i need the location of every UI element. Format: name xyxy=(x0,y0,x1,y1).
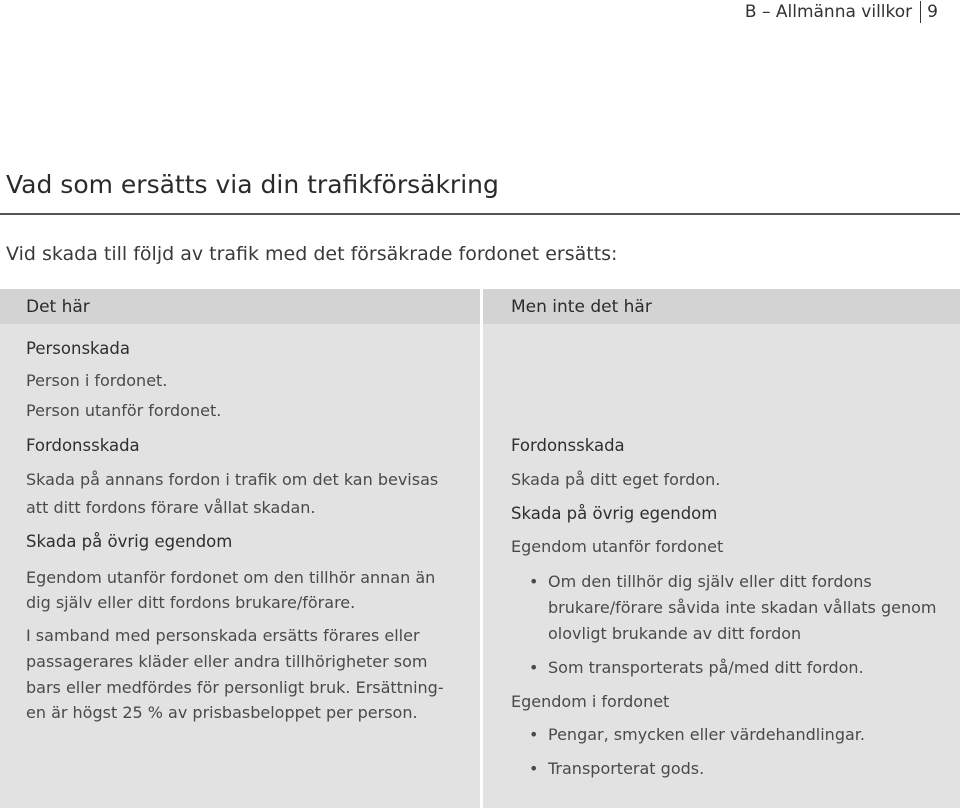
ovrig-egendom-heading: Skada på övrig egendom xyxy=(26,532,233,551)
person-i-fordonet: Person i fordonet. xyxy=(26,371,168,390)
header-divider xyxy=(920,1,921,23)
utanfor-bullet-2: Som transporterats på/med ditt fordon. xyxy=(548,658,864,677)
section-label: B – Allmänna villkor xyxy=(744,2,913,22)
egendom-line-2: dig själv eller ditt fordons brukare/förare. xyxy=(26,593,356,612)
utanfor-bullet-1-line-2: brukare/förare såvida inte skadan vållats genom xyxy=(548,598,937,617)
bullet-marker: • xyxy=(529,759,539,778)
eget-fordon-text: Skada på ditt eget fordon. xyxy=(511,470,721,489)
bullet-marker: • xyxy=(529,572,539,591)
intro-text: Vid skada till följd av trafik med det försäkrade fordonet ersätts: xyxy=(6,243,618,265)
page-number: 9 xyxy=(927,2,938,22)
utanfor-bullet-1-line-3: olovligt brukande av ditt fordon xyxy=(548,624,802,643)
ovrig-egendom-heading-right: Skada på övrig egendom xyxy=(511,504,718,523)
egendom-utanfor-heading: Egendom utanför fordonet xyxy=(511,537,724,556)
samband-line-4: en är högst 25 % av prisbasbeloppet per person. xyxy=(26,703,418,722)
samband-line-2: passagerares kläder eller andra tillhörigheter som xyxy=(26,652,428,671)
i-fordonet-bullet-2: Transporterat gods. xyxy=(548,759,705,778)
fordonsskada-line-2: att ditt fordons förare vållat skadan. xyxy=(26,498,316,517)
egendom-line-1: Egendom utanför fordonet om den tillhör annan än xyxy=(26,568,436,587)
i-fordonet-bullet-1: Pengar, smycken eller värdehandlingar. xyxy=(548,725,865,744)
page-header xyxy=(745,0,938,24)
fordonsskada-heading: Fordonsskada xyxy=(26,436,140,455)
covered-column-heading: Det här xyxy=(0,289,480,324)
bullet-marker: • xyxy=(529,725,539,744)
egendom-i-fordonet-heading: Egendom i fordonet xyxy=(511,692,670,711)
covered-column xyxy=(0,289,480,808)
person-utanfor-fordonet: Person utanför fordonet. xyxy=(26,401,222,420)
excluded-column-heading: Men inte det här xyxy=(483,289,960,324)
page-title: Vad som ersätts via din trafikförsäkring xyxy=(6,170,499,199)
personskada-heading: Personskada xyxy=(26,339,131,358)
utanfor-bullet-1-line-1: Om den tillhör dig själv eller ditt fordons xyxy=(548,572,872,591)
samband-line-3: bars eller medfördes för personligt bruk. Ersättning- xyxy=(26,678,444,697)
excluded-column xyxy=(483,289,960,808)
fordonsskada-line-1: Skada på annans fordon i trafik om det kan bevisas xyxy=(26,470,439,489)
samband-line-1: I samband med personskada ersätts förares eller xyxy=(26,626,420,645)
bullet-marker: • xyxy=(529,658,539,677)
covered-column-body xyxy=(0,324,480,808)
excluded-column-body xyxy=(483,324,960,808)
title-rule xyxy=(0,213,960,215)
fordonsskada-heading-right: Fordonsskada xyxy=(511,436,625,455)
